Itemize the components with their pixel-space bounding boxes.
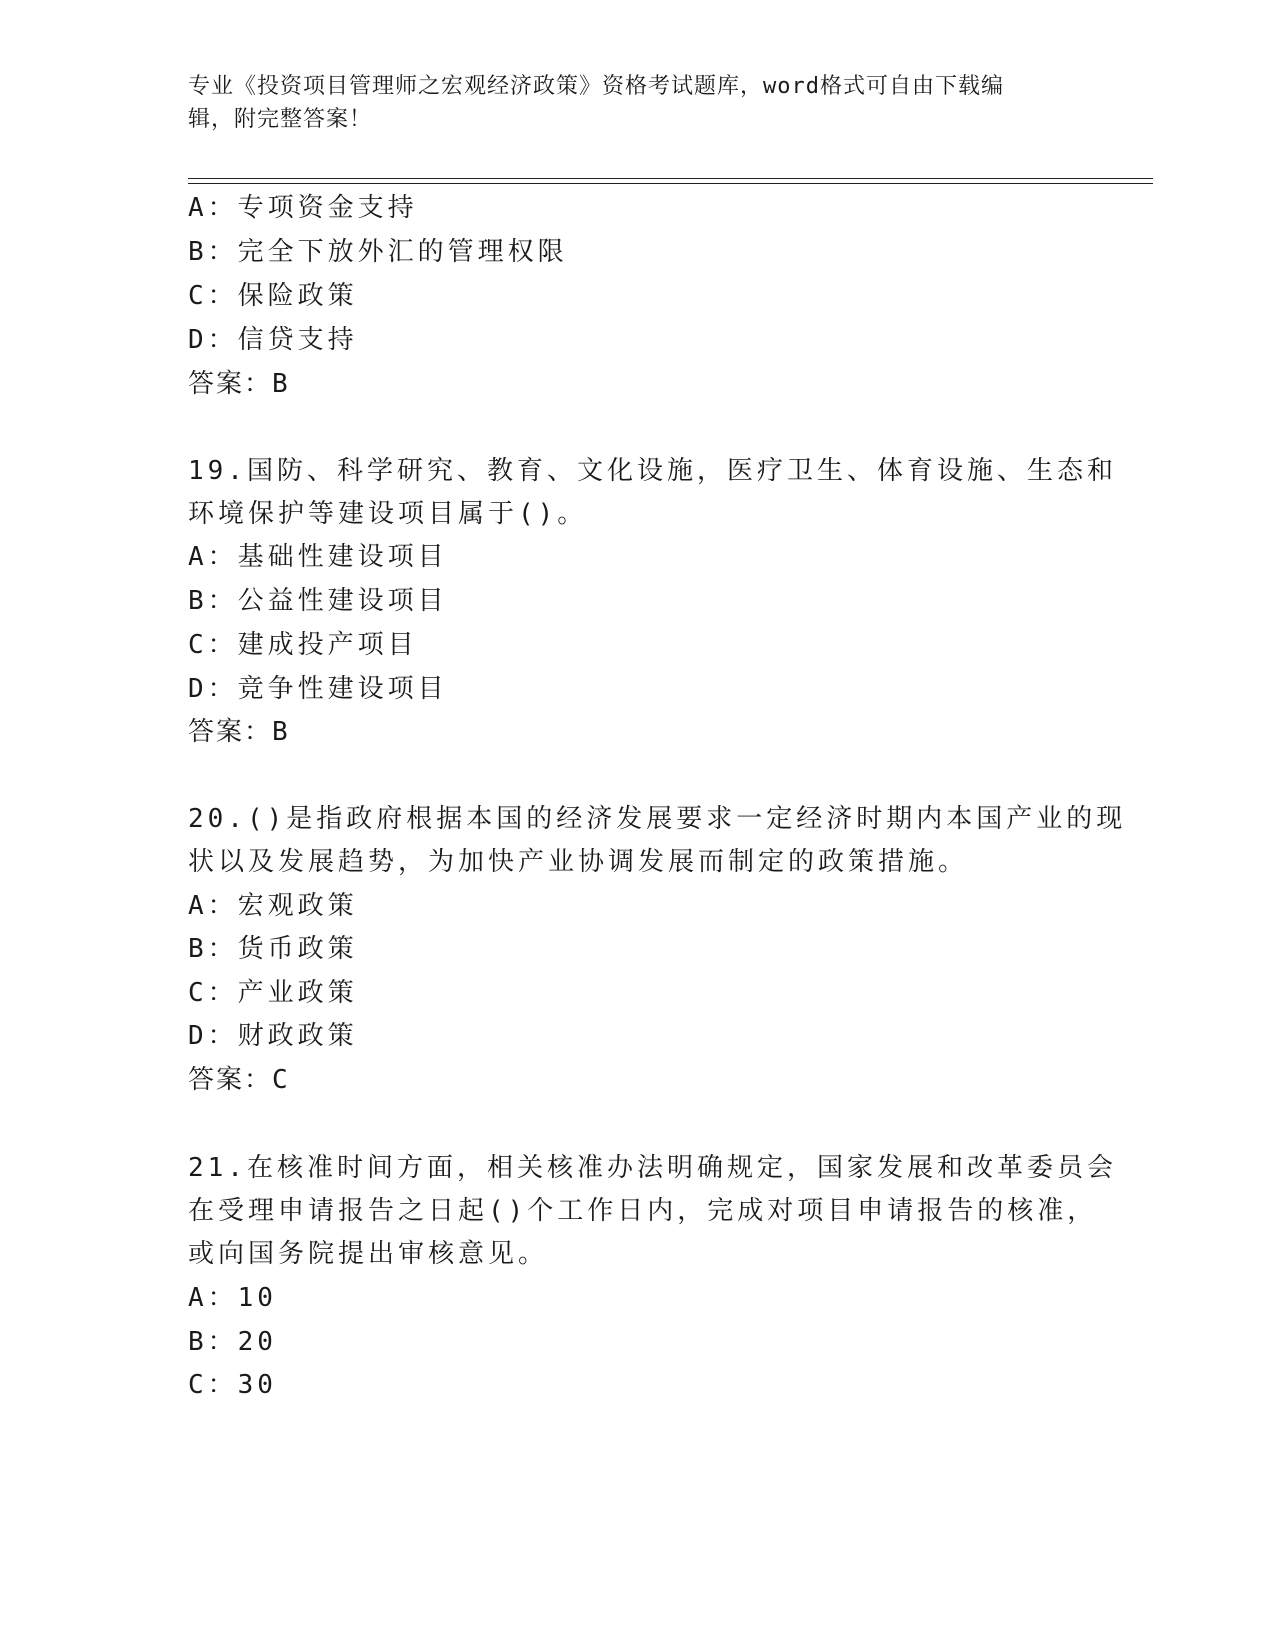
q19-answer: 答案：B: [188, 717, 290, 747]
q21-option-b: B：20: [188, 1327, 277, 1357]
q18-option-c: C：保险政策: [188, 281, 358, 311]
q20-stem-line-2: 状以及发展趋势，为加快产业协调发展而制定的政策措施。: [188, 847, 969, 877]
q21-option-a: A：10: [188, 1283, 277, 1313]
q20-option-a: A：宏观政策: [188, 891, 358, 921]
q19-option-b: B：公益性建设项目: [188, 586, 448, 616]
q21-option-c: C：30: [188, 1370, 277, 1400]
q21-stem-line-2: 在受理申请报告之日起()个工作日内，完成对项目申请报告的核准，: [188, 1196, 1098, 1226]
q20-answer: 答案：C: [188, 1065, 290, 1095]
q20-option-b: B：货币政策: [188, 934, 358, 964]
header-divider-top: [188, 178, 1153, 179]
q19-option-c: C：建成投产项目: [188, 630, 418, 660]
q20-stem-line-1: 20.()是指政府根据本国的经济发展要求一定经济时期内本国产业的现: [188, 804, 1127, 834]
header-line-1: 专业《投资项目管理师之宏观经济政策》资格考试题库，word格式可自由下载编: [188, 74, 1004, 99]
q20-option-c: C：产业政策: [188, 978, 358, 1008]
q18-option-d: D：信贷支持: [188, 325, 358, 355]
q19-option-d: D：竞争性建设项目: [188, 674, 448, 704]
header-divider-bottom: [188, 183, 1153, 184]
header-line-2: 辑，附完整答案！: [188, 107, 373, 132]
q18-option-b: B：完全下放外汇的管理权限: [188, 237, 568, 267]
q19-stem-line-1: 19.国防、科学研究、教育、文化设施，医疗卫生、体育设施、生态和: [188, 456, 1117, 486]
q18-answer: 答案：B: [188, 369, 290, 399]
q19-stem-line-2: 环境保护等建设项目属于()。: [188, 499, 588, 529]
q21-stem-line-3: 或向国务院提出审核意见。: [188, 1239, 549, 1269]
q21-stem-line-1: 21.在核准时间方面，相关核准办法明确规定，国家发展和改革委员会: [188, 1153, 1117, 1183]
q18-option-a: A：专项资金支持: [188, 193, 418, 223]
q20-option-d: D：财政政策: [188, 1021, 358, 1051]
document-header: [188, 70, 1088, 136]
q19-option-a: A：基础性建设项目: [188, 542, 448, 572]
